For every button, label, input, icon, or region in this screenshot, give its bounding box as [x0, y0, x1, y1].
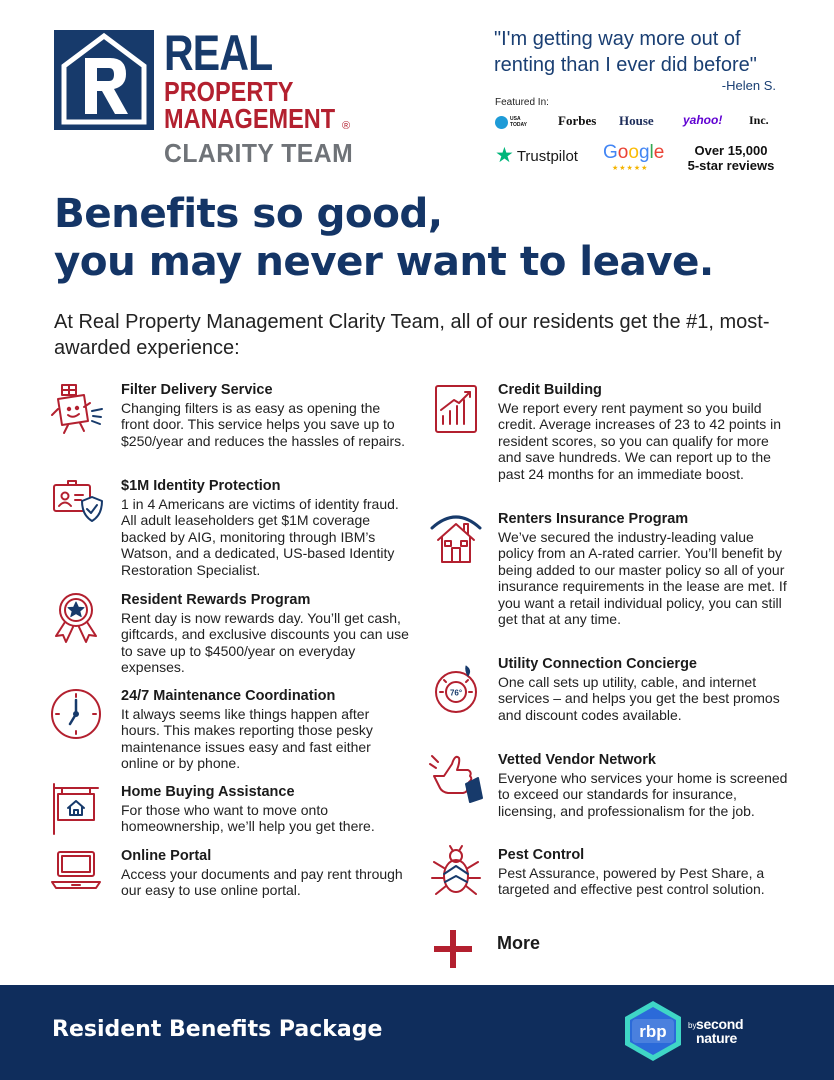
benefit-title: Utility Connection Concierge [498, 656, 697, 672]
benefit-description: Pest Assurance, powered by Pest Share, a targeted and effective pest control solution. [498, 865, 765, 898]
footer-banner [0, 985, 834, 1080]
logo-team-name: CLARITY TEAM [164, 138, 354, 168]
benefit-description: Rent day is now rewards day. You’ll get cash, giftcards, and exclusive discounts you can use to save up to $4500/year on everyday expenses. [121, 610, 409, 676]
headline-line-2: you may never want to leave. [54, 237, 714, 285]
benefit-title: Online Portal [121, 848, 212, 864]
benefit-description: It always seems like things happen after hours. This makes reporting those pesky maintenance issues easy and fast either online or by phone. [121, 706, 373, 772]
quote-author: -Helen S. [721, 78, 776, 93]
benefit-description: Changing filters is as easy as opening the front door. This service helps you save up to $250/year and reduces the hassles of repairs. [121, 400, 406, 449]
intro-text: At Real Property Management Clarity Team, all of our residents get the #1, most-awarded experience: [54, 311, 770, 359]
footer-title: Resident Benefits Package [52, 1017, 383, 1042]
logo-word-management: MANAGEMENT [164, 103, 336, 134]
usa-today-wordmark: USA TODAY [510, 116, 527, 128]
growth-chart-icon [428, 380, 484, 436]
thermostat-icon [428, 660, 484, 716]
filter-delivery-icon [48, 381, 104, 437]
google-letter: l [649, 142, 654, 163]
google-logo [603, 142, 664, 164]
google-letter: g [638, 142, 650, 163]
bug-icon [428, 844, 484, 900]
second-nature-wordmark: second nature [696, 1016, 744, 1046]
forbes-logo: Forbes [558, 113, 597, 128]
plus-icon[interactable] [432, 928, 474, 970]
logo-word-property: PROPERTY [164, 76, 294, 107]
insured-house-icon [428, 510, 484, 566]
google-letter: o [617, 142, 629, 163]
trustpilot-badge [495, 144, 578, 168]
benefit-title: Credit Building [498, 382, 602, 398]
benefit-title: Renters Insurance Program [498, 511, 689, 527]
review-count: Over 15,000 5-star reviews [687, 143, 775, 173]
google-stars-icon: ★★★★★ [612, 164, 649, 172]
usa-today-logo-icon [495, 116, 508, 129]
benefit-description: Everyone who services your home is screened to exceed our standards for insurance, licensing, and professionalism for the job. [498, 770, 788, 819]
benefit-description: We’ve secured the industry-leading value policy from an A-rated carrier. You’ll benefit by being added to our master policy so all of your insurance requirements in the lease are met. If you want a retail individual policy, you can still get that at any time. [498, 529, 787, 628]
benefit-description: We report every rent payment so you build credit. Average increases of 23 to 42 points in resident scores, so you can qualify for more and save hundreds. We can report up to the past 24 months for an immediate boost. [498, 400, 782, 482]
registered-mark: ® [342, 120, 351, 132]
benefit-description: One call sets up utility, cable, and internet services – and helps you get the best promos and discount codes available. [498, 674, 780, 723]
quote-line-1: "I'm getting way more out of [494, 28, 741, 50]
benefit-title: Filter Delivery Service [121, 382, 273, 398]
benefit-title: Resident Rewards Program [121, 592, 311, 608]
benefit-title: Pest Control [498, 847, 585, 863]
google-letter: o [628, 142, 639, 163]
logo-words-property-management [164, 78, 335, 132]
thermostat-reading: 76° [449, 688, 463, 698]
house-logo: House [619, 113, 654, 128]
benefit-title: $1M Identity Protection [121, 478, 281, 494]
more-link[interactable]: More [497, 933, 541, 953]
identity-shield-icon [48, 473, 104, 529]
featured-in-label: Featured In: [495, 97, 549, 108]
trustpilot-star-icon: ★ [495, 144, 514, 167]
page-headline [54, 189, 714, 285]
logo-word-real: REAL [164, 25, 273, 81]
home-sign-icon [48, 780, 104, 836]
google-letter: G [603, 142, 618, 163]
rbp-logo-icon [621, 999, 685, 1063]
trustpilot-label: Trustpilot [516, 147, 578, 165]
benefit-title: Vetted Vendor Network [498, 752, 656, 768]
quote-line-2: renting than I ever did before" [494, 54, 757, 76]
benefit-description: Access your documents and pay rent through our easy to use online portal. [121, 866, 403, 899]
benefit-title: 24/7 Maintenance Coordination [121, 688, 336, 704]
laptop-icon [48, 842, 104, 898]
thumbs-up-icon [428, 748, 484, 804]
inc-logo: Inc. [749, 113, 769, 127]
headline-line-1: Benefits so good, [54, 189, 443, 237]
testimonial-quote [494, 26, 784, 78]
rbp-label: rbp [639, 1022, 667, 1041]
benefit-description: For those who want to move onto homeownership, we’ll help you get there. [121, 802, 375, 835]
clock-icon [48, 686, 104, 742]
r-house-logo-icon [54, 30, 154, 130]
benefit-description: 1 in 4 Americans are victims of identity fraud. All adult leaseholders get $1M coverage backed by AIG, monitoring through IBM’s Watson, and a dedicated, US-based Identity Restoration Specialist. [121, 496, 399, 578]
company-logo [54, 25, 374, 170]
benefit-title: Home Buying Assistance [121, 784, 295, 800]
award-ribbon-icon [48, 590, 104, 646]
google-letter: e [653, 142, 665, 163]
by-label: by [688, 1021, 697, 1030]
yahoo-logo: yahoo! [683, 113, 723, 127]
